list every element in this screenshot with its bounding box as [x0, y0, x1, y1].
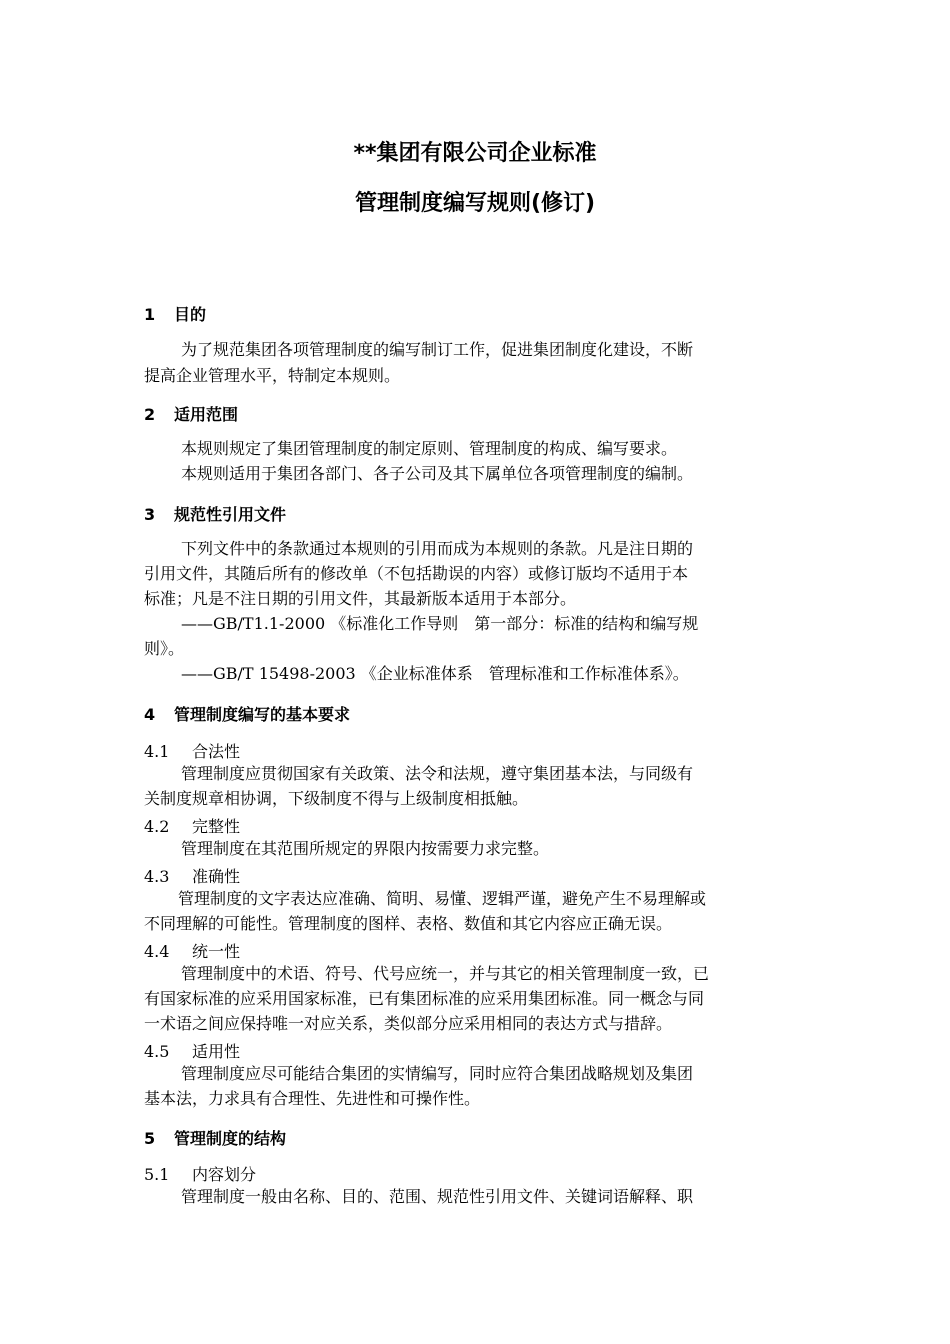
section-4-heading: [144, 702, 350, 725]
paragraph-line: 管理制度应贯彻国家有关政策、法令和法规，遵守集团基本法，与同级有: [181, 764, 694, 783]
section-number: 1: [144, 305, 156, 324]
reference-line: ——GB/T 15498-2003 《企业标准体系 管理标准和工作标准体系》。: [181, 664, 689, 683]
subsection-heading: 4.5 适用性: [144, 1042, 241, 1061]
paragraph-line: 为了规范集团各项管理制度的编写制订工作，促进集团制度化建设，不断: [181, 340, 694, 359]
paragraph-line: 引用文件，其随后所有的修改单（不包括勘误的内容）或修订版均不适用于本: [144, 564, 689, 583]
section-number: 4: [144, 705, 156, 724]
paragraph-line: 本规则规定了集团管理制度的制定原则、管理制度的构成、编写要求。: [181, 439, 678, 458]
paragraph-line: 管理制度一般由名称、目的、范围、规范性引用文件、关键词语解释、职: [181, 1187, 694, 1206]
section-number: 3: [144, 505, 156, 524]
section-title: 规范性引用文件: [174, 505, 287, 524]
paragraph-line: 管理制度中的术语、符号、代号应统一，并与其它的相关管理制度一致，已: [181, 964, 710, 983]
section-number: 2: [144, 405, 156, 424]
subsection-heading: 5.1 内容划分: [144, 1165, 257, 1184]
document-title-line2: 管理制度编写规则(修订): [354, 191, 596, 216]
reference-line: ——GB/T1.1-2000 《标准化工作导则 第一部分：标准的结构和编写规: [181, 614, 699, 633]
paragraph-line: 不同理解的可能性。管理制度的图样、表格、数值和其它内容应正确无误。: [144, 914, 673, 933]
paragraph-line: 管理制度应尽可能结合集团的实情编写，同时应符合集团战略规划及集团: [181, 1064, 694, 1083]
subsection-heading: 4.2 完整性: [144, 817, 241, 836]
section-title: 管理制度的结构: [174, 1129, 287, 1148]
paragraph-line: 下列文件中的条款通过本规则的引用而成为本规则的条款。凡是注日期的: [181, 539, 694, 558]
section-3-heading: [144, 502, 286, 525]
subsection-heading: 4.3 准确性: [144, 867, 241, 886]
paragraph-line: 提高企业管理水平，特制定本规则。: [144, 366, 401, 385]
document-title-line1: **集团有限公司企业标准: [353, 141, 597, 166]
section-title: 管理制度编写的基本要求: [174, 705, 351, 724]
paragraph-line: 一术语之间应保持唯一对应关系，类似部分应采用相同的表达方式与措辞。: [144, 1014, 673, 1033]
paragraph-line: 基本法，力求具有合理性、先进性和可操作性。: [144, 1089, 481, 1108]
section-1-heading: [144, 302, 206, 325]
section-title: 目的: [174, 305, 207, 324]
paragraph-line: 关制度规章相协调，下级制度不得与上级制度相抵触。: [144, 789, 529, 808]
paragraph-line: 有国家标准的应采用国家标准，已有集团标准的应采用集团标准。同一概念与同: [144, 989, 705, 1008]
paragraph-line: 管理制度的文字表达应准确、简明、易懂、逻辑严谨，避免产生不易理解或: [178, 889, 707, 908]
section-2-heading: [144, 402, 238, 425]
section-5-heading: [144, 1126, 286, 1149]
subsection-heading: 4.4 统一性: [144, 942, 241, 961]
paragraph-line: 本规则适用于集团各部门、各子公司及其下属单位各项管理制度的编制。: [181, 464, 694, 483]
paragraph-line: 管理制度在其范围所规定的界限内按需要力求完整。: [181, 839, 550, 858]
section-number: 5: [144, 1129, 156, 1148]
paragraph-line: 标准；凡是不注日期的引用文件，其最新版本适用于本部分。: [144, 589, 577, 608]
reference-line: 则》。: [144, 639, 185, 658]
subsection-heading: 4.1 合法性: [144, 742, 241, 761]
section-title: 适用范围: [174, 405, 239, 424]
